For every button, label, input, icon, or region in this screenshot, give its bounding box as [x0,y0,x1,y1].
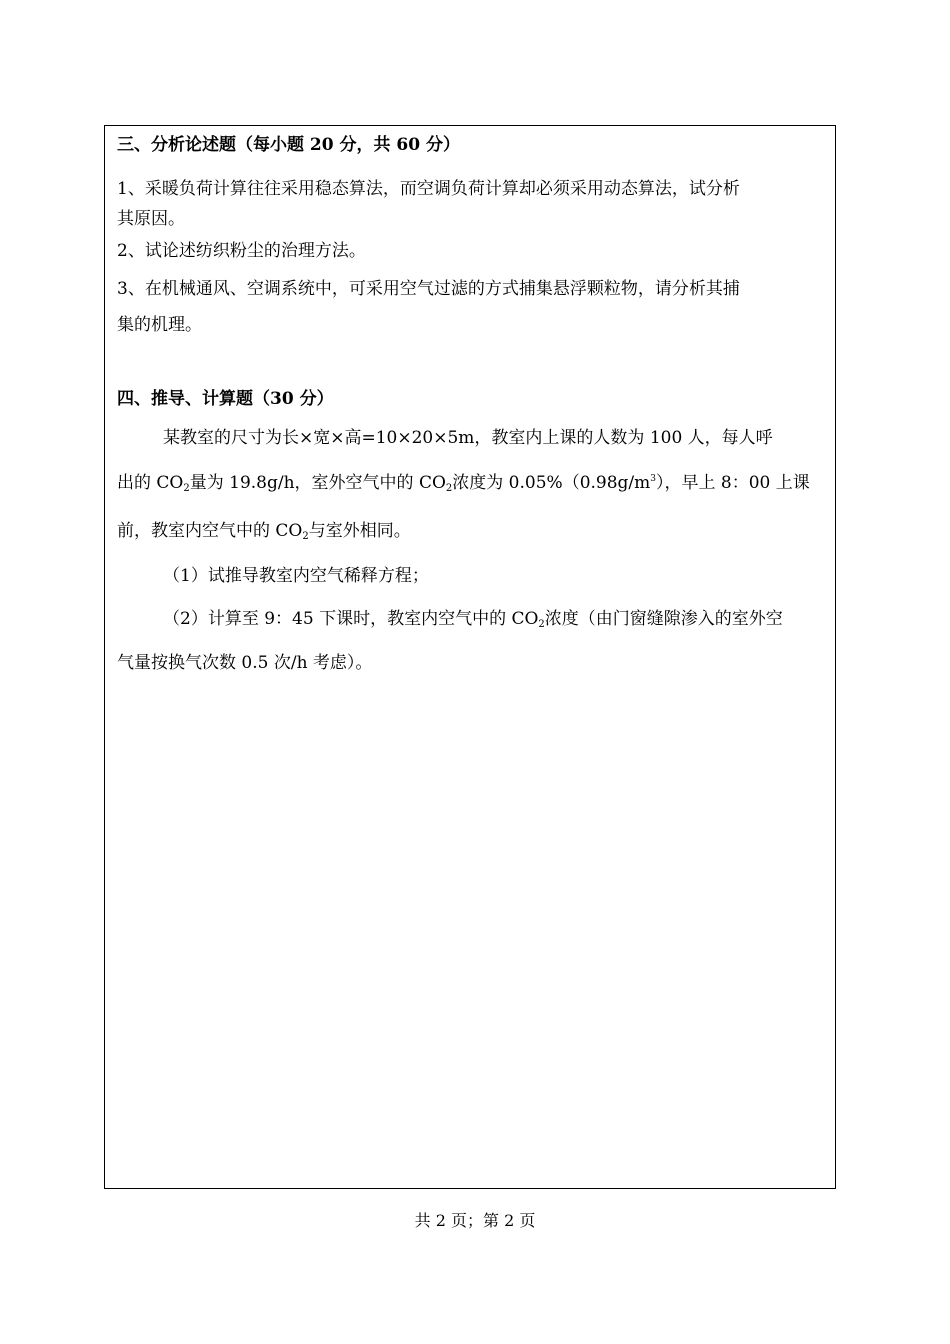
problem-line-2-part-c: 浓度为 0.05%（0.98g/m [452,473,651,493]
problem-line-2-part-d: ），早上 8：00 上课 [656,473,810,493]
section-4-heading: 四、推导、计算题（30 分） [117,389,334,409]
question-1-line-1: 1、采暖负荷计算往往采用稳态算法，而空调负荷计算却必须采用动态算法，试分析 [117,179,740,199]
co2-subscript: 2 [538,619,545,630]
question-3-line-2: 集的机理。 [117,315,202,335]
co2-subscript: 2 [183,483,190,494]
task-1: （1）试推导教室内空气稀释方程； [163,566,429,586]
task-2-line-2: 气量按换气次数 0.5 次/h 考虑）。 [117,653,373,673]
question-1-line-2: 其原因。 [117,209,185,229]
task-2-line-1 [163,608,783,630]
problem-line-1: 某教室的尺寸为长×宽×高=10×20×5m，教室内上课的人数为 100 人，每人呼 [163,428,773,448]
task-2-part-a: （2）计算至 9：45 下课时，教室内空气中的 CO [163,609,539,629]
problem-line-2-part-b: 量为 19.8g/h，室外空气中的 CO [189,473,446,493]
problem-line-2 [117,472,810,494]
question-3-line-1: 3、在机械通风、空调系统中，可采用空气过滤的方式捕集悬浮颗粒物，请分析其捕 [117,279,740,299]
problem-line-3-part-a: 前，教室内空气中的 CO [117,521,303,541]
section-3-heading: 三、分析论述题（每小题 20 分，共 60 分） [117,135,460,155]
co2-subscript: 2 [302,531,309,542]
task-2-part-b: 浓度（由门窗缝隙渗入的室外空 [544,609,783,629]
question-2: 2、试论述纺织粉尘的治理方法。 [117,241,366,261]
co2-subscript: 2 [445,483,453,494]
problem-line-2-part-a: 出的 CO [117,473,184,493]
cubic-superscript: 3 [650,474,657,484]
problem-line-3 [117,520,411,542]
page-footer: 共 2 页；第 2 页 [414,1211,536,1230]
problem-line-3-part-b: 与室外相同。 [308,521,411,541]
